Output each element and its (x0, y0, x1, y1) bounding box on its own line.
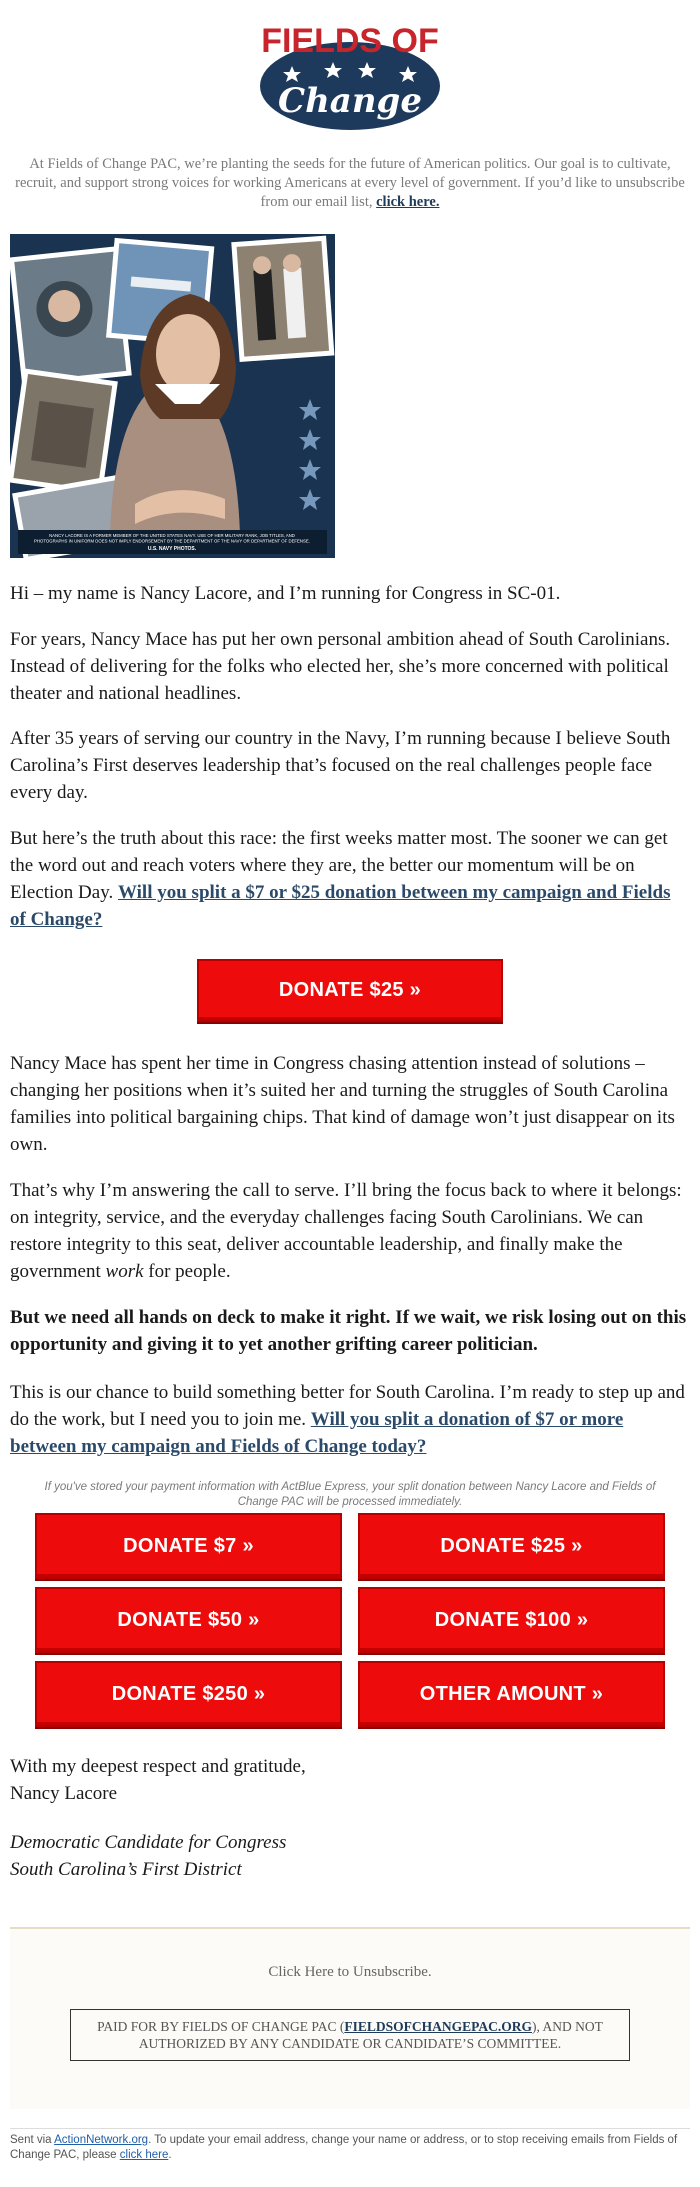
paragraph-chance (10, 1379, 690, 1460)
paid-for-text-end: ), AND NOT AUTHORIZED BY ANY CANDIDATE OR CANDIDATE’S COMMITTEE. (138, 2019, 603, 2051)
paragraph-all-hands: But we need all hands on deck to make it right. If we wait, we risk losing out on this opportunity and giving it to yet another grifting career politician. (10, 1307, 687, 1355)
paid-for-text: PAID FOR BY FIELDS OF CHANGE PAC ( (97, 2019, 345, 2034)
paragraph-race (10, 825, 690, 933)
paragraph-serve-before: That’s why I’m answering the call to serve. I’ll bring the focus back to where it belongs: on integrity, service, and the everyday challenges facing South Carolinians. We can restore integrity to this seat, deliver accountable leadership, and finally make the government (10, 1180, 682, 1282)
actblue-express-note: If you've stored your payment information with ActBlue Express, your split donation between Nancy Lacore and Fields of Change PAC will be processed immediately. (44, 1481, 656, 1508)
signoff-line: With my deepest respect and gratitude, (10, 1756, 306, 1777)
donate-100-button[interactable]: DONATE $100 » (358, 1587, 665, 1653)
paragraph-mace: For years, Nancy Mace has put her own personal ambition ahead of South Carolinians. Instead of delivering for the folks who elected her, she’s more concerned with political theater and national headlines. (10, 629, 671, 704)
donate-7-button[interactable]: DONATE $7 » (35, 1513, 342, 1579)
paragraph-chance-text: This is our chance to build something better for South Carolina. I’m ready to step up and do the work, but I need you to join me. (10, 1382, 685, 1430)
sent-via-end: . (168, 2149, 172, 2161)
donate-other-amount-button[interactable]: OTHER AMOUNT » (358, 1661, 665, 1727)
donate-250-button[interactable]: DONATE $250 » (35, 1661, 342, 1727)
logo-graphic (0, 14, 700, 134)
actionnetwork-link[interactable]: ActionNetwork.org (54, 2134, 149, 2146)
logo-line1: FIELDS OF (261, 22, 439, 60)
split-donation-link[interactable]: Will you split a $7 or $25 donation between my campaign and Fields of Change? (10, 882, 671, 930)
pac-website-link[interactable]: FIELDSOFCHANGEPAC.ORG (344, 2019, 532, 2034)
paragraph-greeting: Hi – my name is Nancy Lacore, and I’m running for Congress in SC-01. (10, 583, 561, 604)
paragraph-serve (10, 1177, 690, 1285)
sent-via-text: . To update your email address, change your name or address, or to stop receiving emails from Fields of Change PAC, please (10, 2134, 678, 2161)
footer (10, 1927, 690, 2109)
sent-via-label: Sent via (10, 2134, 52, 2146)
logo-line2: Change (278, 81, 422, 121)
paid-for-disclaimer (70, 2009, 630, 2061)
paragraph-navy: After 35 years of serving our country in the Navy, I’m running because I believe South Carolina’s First deserves leadership that’s focused on the real challenges people face every day. (10, 728, 671, 803)
fields-of-change-logo (0, 14, 700, 134)
donate-25-button[interactable]: DONATE $25 » (358, 1513, 665, 1579)
intro-text (10, 155, 690, 212)
unsubscribe-link-top[interactable]: click here. (376, 194, 440, 210)
intro-paragraph: At Fields of Change PAC, we’re planting the seeds for the future of American politics. Our goal is to cultivate, recruit, and support strong voices for working Americans at every level of government. If you’d like to unsubscribe from our email list, (15, 156, 685, 210)
paragraph-race-text: But here’s the truth about this race: the first weeks matter most. The sooner we can get the word out and reach voters where they are, the better our momentum will be on Election Day. (10, 828, 668, 903)
update-preferences-link[interactable]: click here (119, 2149, 169, 2161)
unsubscribe-link[interactable]: Click Here to Unsubscribe. (268, 1964, 432, 1980)
action-network-footer (10, 2128, 690, 2163)
paragraph-serve-emphasis: work (105, 1261, 144, 1282)
signoff (10, 1753, 690, 1807)
candidate-title (10, 1829, 690, 1883)
candidate-title-line1: Democratic Candidate for Congress (10, 1832, 287, 1853)
split-donation-link-2[interactable]: Will you split a donation of $7 or more between my campaign and Fields of Change today? (10, 1409, 624, 1457)
donate-50-button[interactable]: DONATE $50 » (35, 1587, 342, 1653)
signoff-name: Nancy Lacore (10, 1783, 118, 1804)
hero-collage-graphic (10, 234, 335, 558)
hero-disclaimer: NANCY LACORE IS A FORMER MEMBER OF THE UNITED STATES NAVY. USE OF HER MILITARY RANK, JOB TITLES, AND PHOTOGRAPHS IN UNIFORM DOES NOT IMPLY ENDORSEMENT BY THE DEPARTMENT OF THE NAVY OR DEPARTMENT OF DEFENSE. (34, 533, 310, 544)
hero-image (10, 234, 335, 558)
paragraph-serve-after: for people. (148, 1261, 231, 1282)
hero-photo-credit: U.S. NAVY PHOTOS. (147, 546, 197, 552)
paragraph-attention: Nancy Mace has spent her time in Congress chasing attention instead of solutions – changing her positions when it’s suited her and turning the struggles of South Carolina families into political bargaining chips. That kind of damage won’t just disappear on its own. (10, 1053, 675, 1155)
candidate-title-line2: South Carolina’s First District (10, 1859, 242, 1880)
donate-25-main-button[interactable]: DONATE $25 » (197, 959, 503, 1022)
